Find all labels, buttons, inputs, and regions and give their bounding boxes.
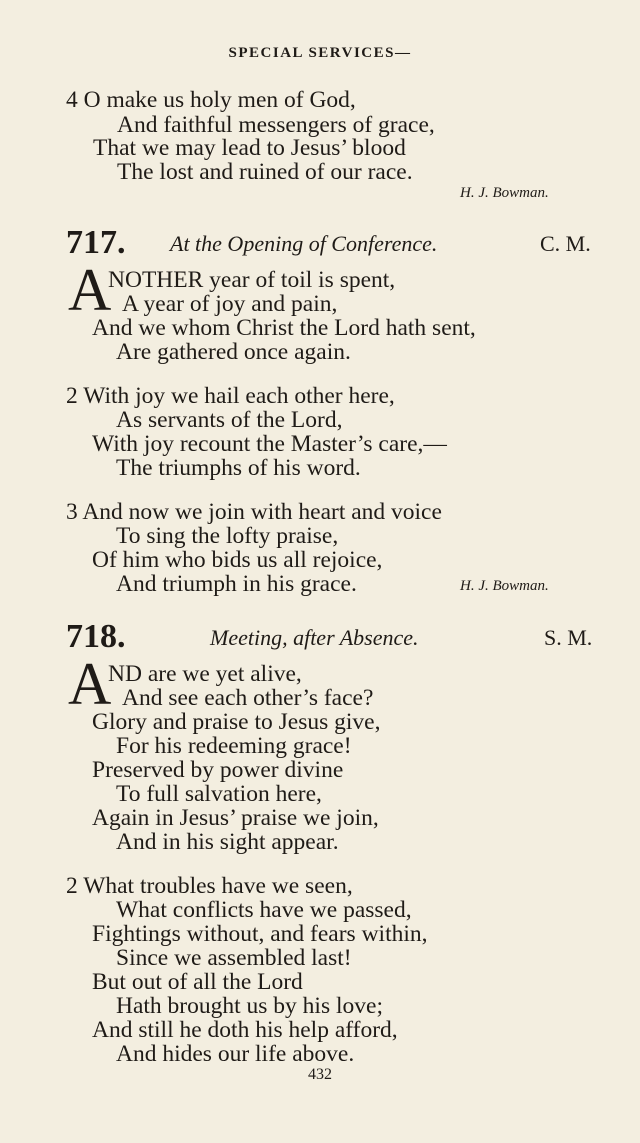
verse-line: But out of all the Lord (92, 969, 303, 995)
verse-line: The lost and ruined of our race. (117, 159, 413, 185)
verse-line: 4 O make us holy men of God, (66, 87, 356, 113)
verse-line: Of him who bids us all rejoice, (92, 547, 383, 573)
hymn-title: Meeting, after Absence. (210, 625, 419, 650)
verse-line: And triumph in his grace. (116, 571, 357, 597)
verse-line: Hath brought us by his love; (116, 993, 383, 1019)
verse-line: And in his sight appear. (116, 829, 339, 855)
hymn-author: H. J. Bowman. (460, 185, 549, 201)
verse-line: And faithful messengers of grace, (117, 112, 435, 138)
verse-line: To full salvation here, (116, 781, 322, 807)
verse-line: Since we assembled last! (116, 945, 352, 971)
verse-line: Glory and praise to Jesus give, (92, 709, 381, 735)
verse-line: That we may lead to Jesus’ blood (93, 135, 406, 161)
verse-line: Are gathered once again. (116, 339, 351, 365)
verse-line: And see each other’s face? (122, 685, 374, 711)
hymn-author: H. J. Bowman. (460, 578, 549, 594)
verse-line: Again in Jesus’ praise we join, (92, 805, 379, 831)
verse-line: A year of joy and pain, (122, 291, 338, 317)
hymn-number: 718. (66, 618, 126, 655)
verse-line: For his redeeming grace! (116, 733, 352, 759)
verse-line: And we whom Christ the Lord hath sent, (92, 315, 476, 341)
verse-line: Fightings without, and fears within, (92, 921, 428, 947)
hymn-title: At the Opening of Conference. (170, 231, 438, 256)
hymn-meter: S. M. (544, 625, 593, 650)
verse-line: 2 With joy we hail each other here, (66, 383, 395, 409)
verse-line: Preserved by power divine (92, 757, 344, 783)
verse-line: ND are we yet alive, (108, 661, 302, 687)
hymn-number: 717. (66, 224, 126, 261)
hymn-meter: C. M. (540, 231, 591, 256)
verse-line: What conflicts have we passed, (116, 897, 412, 923)
verse-line: 2 What troubles have we seen, (66, 873, 353, 899)
verse-line: With joy recount the Master’s care,— (92, 431, 447, 457)
verse-line: And hides our life above. (116, 1041, 355, 1067)
running-header: SPECIAL SERVICES— (228, 45, 412, 61)
verse-line: And still he doth his help afford, (92, 1017, 398, 1043)
verse-line: As servants of the Lord, (116, 407, 343, 433)
verse-line: 3 And now we join with heart and voice (66, 499, 442, 525)
drop-cap: A (68, 257, 112, 323)
verse-line: The triumphs of his word. (116, 455, 361, 481)
drop-cap: A (68, 651, 112, 717)
page-number: 432 (308, 1066, 332, 1083)
verse-line: NOTHER year of toil is spent, (108, 267, 396, 293)
verse-line: To sing the lofty praise, (116, 523, 339, 549)
